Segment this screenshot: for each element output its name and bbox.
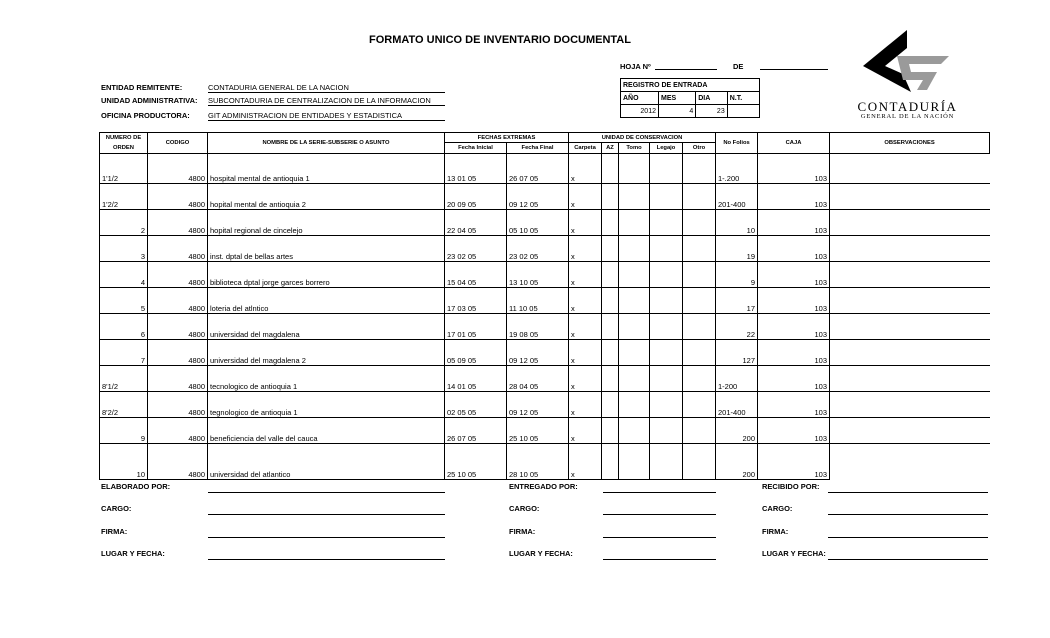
cell-orden: 10: [100, 444, 148, 480]
cell-folios: 22: [716, 314, 758, 340]
cargo-field-2[interactable]: [603, 513, 716, 515]
cell-legajo: [650, 366, 683, 392]
lugar-field-3[interactable]: [828, 558, 988, 560]
entidad-label: ENTIDAD REMITENTE:: [101, 83, 183, 92]
contaduria-logo: [845, 28, 970, 118]
cell-orden: 1'1/2: [100, 154, 148, 184]
cell-observaciones: [830, 418, 990, 444]
cell-caja: 103: [758, 392, 830, 418]
cell-tomo: [619, 262, 650, 288]
cell-otro: [683, 366, 716, 392]
cell-fecha-inicial: 13 01 05: [445, 154, 507, 184]
table-row: [100, 262, 990, 288]
cell-az: [602, 184, 619, 210]
table-row: [100, 366, 990, 392]
cell-nombre: universidad del atlantico: [208, 444, 445, 480]
cell-observaciones: [830, 392, 990, 418]
unidad-value: SUBCONTADURIA DE CENTRALIZACION DE LA INFORMACION: [208, 96, 445, 106]
cell-carpeta: x: [569, 392, 602, 418]
cell-folios: 9: [716, 262, 758, 288]
hoja-label: HOJA Nº: [620, 62, 651, 71]
table-row: [100, 236, 990, 262]
cell-carpeta: x: [569, 444, 602, 480]
cell-tomo: [619, 340, 650, 366]
cell-fecha-inicial: 25 10 05: [445, 444, 507, 480]
cell-folios: 10: [716, 210, 758, 236]
cell-nombre: tegnologico de antioquia 1: [208, 392, 445, 418]
cell-fecha-final: 11 10 05: [507, 288, 569, 314]
col-folios: No Folios: [716, 133, 758, 154]
cell-tomo: [619, 154, 650, 184]
lugar-field-1[interactable]: [208, 558, 445, 560]
cell-fecha-inicial: 17 03 05: [445, 288, 507, 314]
elaborado-field[interactable]: [208, 491, 445, 493]
table-row: [100, 288, 990, 314]
col-fechas: FECHAS EXTREMAS: [445, 133, 569, 143]
cargo-field-1[interactable]: [208, 513, 445, 515]
col-orden: ORDEN: [100, 143, 148, 154]
logo-subtitle: GENERAL DE LA NACIÓN: [860, 113, 955, 120]
registro-col-mes: MES: [658, 92, 695, 105]
cell-folios: 201-400: [716, 392, 758, 418]
col-unidad: UNIDAD DE CONSERVACION: [569, 133, 716, 143]
cell-orden: 7: [100, 340, 148, 366]
lugar-field-2[interactable]: [603, 558, 716, 560]
cell-orden: 5: [100, 288, 148, 314]
cell-codigo: 4800: [148, 154, 208, 184]
cell-legajo: [650, 288, 683, 314]
col-carpeta: Carpeta: [569, 143, 602, 154]
cell-fecha-inicial: 17 01 05: [445, 314, 507, 340]
cell-caja: 103: [758, 236, 830, 262]
cell-tomo: [619, 392, 650, 418]
cell-tomo: [619, 366, 650, 392]
registro-mes[interactable]: 4: [658, 105, 695, 118]
oficina-label: OFICINA PRODUCTORA:: [101, 111, 190, 120]
firma-label-2: FIRMA:: [509, 527, 536, 536]
firma-field-3[interactable]: [828, 536, 988, 538]
cell-fecha-inicial: 05 09 05: [445, 340, 507, 366]
cell-fecha-final: 13 10 05: [507, 262, 569, 288]
cell-nombre: universidad del magdalena: [208, 314, 445, 340]
registro-entrada: [620, 78, 760, 118]
elaborado-label: ELABORADO POR:: [101, 482, 171, 491]
de-label: DE: [733, 62, 744, 71]
cell-fecha-final: 19 08 05: [507, 314, 569, 340]
col-otro: Otro: [683, 143, 716, 154]
cell-folios: 200: [716, 418, 758, 444]
cell-tomo: [619, 418, 650, 444]
cell-az: [602, 366, 619, 392]
cell-fecha-final: 05 10 05: [507, 210, 569, 236]
cell-nombre: inst. dptal de bellas artes: [208, 236, 445, 262]
cell-otro: [683, 262, 716, 288]
registro-col-ano: AÑO: [621, 92, 659, 105]
cell-codigo: 4800: [148, 288, 208, 314]
col-observaciones: OBSERVACIONES: [830, 133, 990, 154]
logo-name: CONTADURÍA: [857, 99, 958, 114]
cell-orden: 4: [100, 262, 148, 288]
cell-az: [602, 340, 619, 366]
table-row: [100, 184, 990, 210]
cell-carpeta: x: [569, 314, 602, 340]
oficina-value: GIT ADMINISTRACION DE ENTIDADES Y ESTADISTICA: [208, 111, 445, 121]
cell-az: [602, 262, 619, 288]
unidad-label: UNIDAD ADMINISTRATIVA:: [101, 96, 198, 105]
cell-fecha-inicial: 02 05 05: [445, 392, 507, 418]
col-nombre: NOMBRE DE LA SERIE-SUBSERIE O ASUNTO: [208, 133, 445, 154]
table-row: [100, 392, 990, 418]
cell-carpeta: x: [569, 184, 602, 210]
cell-legajo: [650, 340, 683, 366]
cell-otro: [683, 154, 716, 184]
cell-caja: 103: [758, 210, 830, 236]
cell-orden: 9: [100, 418, 148, 444]
cell-otro: [683, 184, 716, 210]
cell-nombre: hopital mental de antioquia 2: [208, 184, 445, 210]
col-tomo: Tomo: [619, 143, 650, 154]
recibido-field[interactable]: [828, 491, 988, 493]
cell-folios: 200: [716, 444, 758, 480]
cell-observaciones: [830, 444, 990, 480]
cell-az: [602, 392, 619, 418]
cell-nombre: hopital regional de cincelejo: [208, 210, 445, 236]
cell-orden: 6: [100, 314, 148, 340]
cell-tomo: [619, 444, 650, 480]
cell-orden: 8'1/2: [100, 366, 148, 392]
cell-carpeta: x: [569, 154, 602, 184]
registro-title: REGISTRO DE ENTRADA: [621, 79, 760, 92]
cell-caja: 103: [758, 184, 830, 210]
cell-legajo: [650, 236, 683, 262]
cell-carpeta: x: [569, 340, 602, 366]
cell-legajo: [650, 418, 683, 444]
table-row: [100, 418, 990, 444]
cell-observaciones: [830, 154, 990, 184]
entidad-value: CONTADURIA GENERAL DE LA NACION: [208, 83, 445, 93]
cell-tomo: [619, 314, 650, 340]
cell-folios: 201-400: [716, 184, 758, 210]
registro-col-nt: N.T.: [727, 92, 759, 105]
cell-tomo: [619, 236, 650, 262]
cell-az: [602, 236, 619, 262]
cell-folios: 127: [716, 340, 758, 366]
cell-folios: 17: [716, 288, 758, 314]
logo-emblem-icon: [845, 28, 970, 96]
cell-fecha-final: 09 12 05: [507, 184, 569, 210]
cell-folios: 1-200: [716, 366, 758, 392]
cell-fecha-final: 09 12 05: [507, 340, 569, 366]
cell-tomo: [619, 210, 650, 236]
table-row: [100, 210, 990, 236]
registro-dia[interactable]: 23: [696, 105, 728, 118]
cell-fecha-inicial: 15 04 05: [445, 262, 507, 288]
firma-field-2[interactable]: [603, 536, 716, 538]
table-row: [100, 154, 990, 184]
cell-legajo: [650, 210, 683, 236]
col-legajo: Legajo: [650, 143, 683, 154]
cell-orden: 8'2/2: [100, 392, 148, 418]
cell-fecha-final: 28 10 05: [507, 444, 569, 480]
table-row: [100, 444, 990, 480]
cell-carpeta: x: [569, 210, 602, 236]
cell-caja: 103: [758, 366, 830, 392]
firma-field-1[interactable]: [208, 536, 445, 538]
cell-az: [602, 154, 619, 184]
cell-legajo: [650, 392, 683, 418]
page-title: FORMATO UNICO DE INVENTARIO DOCUMENTAL: [369, 34, 631, 46]
lugar-label-2: LUGAR Y FECHA:: [509, 549, 573, 558]
cell-otro: [683, 418, 716, 444]
cell-caja: 103: [758, 262, 830, 288]
cell-otro: [683, 392, 716, 418]
cell-nombre: biblioteca dptal jorge garces borrero: [208, 262, 445, 288]
cell-legajo: [650, 444, 683, 480]
cell-codigo: 4800: [148, 444, 208, 480]
cell-observaciones: [830, 236, 990, 262]
registro-nt[interactable]: [727, 105, 759, 118]
cell-nombre: beneficiencia del valle del cauca: [208, 418, 445, 444]
cell-otro: [683, 444, 716, 480]
cell-otro: [683, 340, 716, 366]
cell-carpeta: x: [569, 366, 602, 392]
col-fecha-inicial: Fecha Inicial: [445, 143, 507, 154]
registro-col-dia: DIA: [696, 92, 728, 105]
cell-observaciones: [830, 288, 990, 314]
cell-orden: 1'2/2: [100, 184, 148, 210]
firma-label-1: FIRMA:: [101, 527, 128, 536]
cell-codigo: 4800: [148, 392, 208, 418]
cell-orden: 3: [100, 236, 148, 262]
col-caja: CAJA: [758, 133, 830, 154]
cell-otro: [683, 236, 716, 262]
cell-az: [602, 288, 619, 314]
cell-folios: 19: [716, 236, 758, 262]
registro-ano[interactable]: 2012: [621, 105, 659, 118]
hoja-field[interactable]: [655, 61, 717, 70]
lugar-label-1: LUGAR Y FECHA:: [101, 549, 165, 558]
cell-otro: [683, 314, 716, 340]
inventory-table: [99, 132, 990, 480]
firma-label-3: FIRMA:: [762, 527, 789, 536]
de-field[interactable]: [760, 61, 828, 70]
signature-footer: [101, 482, 991, 562]
cell-fecha-inicial: 22 04 05: [445, 210, 507, 236]
cell-otro: [683, 210, 716, 236]
cell-codigo: 4800: [148, 262, 208, 288]
cargo-label-3: CARGO:: [762, 504, 793, 513]
cell-codigo: 4800: [148, 184, 208, 210]
cell-caja: 103: [758, 154, 830, 184]
cell-tomo: [619, 288, 650, 314]
cell-codigo: 4800: [148, 366, 208, 392]
cell-az: [602, 314, 619, 340]
cell-fecha-final: 09 12 05: [507, 392, 569, 418]
cell-observaciones: [830, 184, 990, 210]
cell-fecha-final: 23 02 05: [507, 236, 569, 262]
cell-observaciones: [830, 340, 990, 366]
entregado-label: ENTREGADO POR:: [509, 482, 578, 491]
cell-observaciones: [830, 262, 990, 288]
cell-fecha-inicial: 20 09 05: [445, 184, 507, 210]
table-row: [100, 340, 990, 366]
cell-legajo: [650, 262, 683, 288]
cell-carpeta: x: [569, 236, 602, 262]
cell-observaciones: [830, 366, 990, 392]
cell-nombre: hospital mental de antioquia 1: [208, 154, 445, 184]
cell-observaciones: [830, 314, 990, 340]
cell-nombre: tecnologico de antioquia 1: [208, 366, 445, 392]
cell-folios: 1-.200: [716, 154, 758, 184]
col-fecha-final: Fecha Final: [507, 143, 569, 154]
cell-orden: 2: [100, 210, 148, 236]
cell-carpeta: x: [569, 262, 602, 288]
cell-legajo: [650, 314, 683, 340]
cell-codigo: 4800: [148, 210, 208, 236]
cell-az: [602, 210, 619, 236]
col-numero: NUMERO DE: [100, 133, 148, 143]
cell-caja: 103: [758, 340, 830, 366]
recibido-label: RECIBIDO POR:: [762, 482, 820, 491]
cell-observaciones: [830, 210, 990, 236]
cell-codigo: 4800: [148, 236, 208, 262]
cell-fecha-inicial: 23 02 05: [445, 236, 507, 262]
cell-caja: 103: [758, 288, 830, 314]
cargo-field-3[interactable]: [828, 513, 988, 515]
cell-fecha-final: 26 07 05: [507, 154, 569, 184]
cell-legajo: [650, 154, 683, 184]
cell-nombre: loteria del atlntico: [208, 288, 445, 314]
table-row: [100, 314, 990, 340]
cargo-label-2: CARGO:: [509, 504, 540, 513]
cell-caja: 103: [758, 418, 830, 444]
cell-caja: 103: [758, 444, 830, 480]
cell-otro: [683, 288, 716, 314]
col-codigo: CODIGO: [148, 133, 208, 154]
entregado-field[interactable]: [603, 491, 716, 493]
cell-legajo: [650, 184, 683, 210]
cell-codigo: 4800: [148, 418, 208, 444]
col-az: AZ: [602, 143, 619, 154]
cargo-label-1: CARGO:: [101, 504, 132, 513]
cell-codigo: 4800: [148, 314, 208, 340]
cell-fecha-final: 28 04 05: [507, 366, 569, 392]
cell-caja: 103: [758, 314, 830, 340]
cell-tomo: [619, 184, 650, 210]
cell-az: [602, 444, 619, 480]
cell-carpeta: x: [569, 288, 602, 314]
cell-fecha-final: 25 10 05: [507, 418, 569, 444]
cell-fecha-inicial: 14 01 05: [445, 366, 507, 392]
cell-fecha-inicial: 26 07 05: [445, 418, 507, 444]
cell-codigo: 4800: [148, 340, 208, 366]
cell-nombre: universidad del magdalena 2: [208, 340, 445, 366]
lugar-label-3: LUGAR Y FECHA:: [762, 549, 826, 558]
cell-carpeta: x: [569, 418, 602, 444]
cell-az: [602, 418, 619, 444]
